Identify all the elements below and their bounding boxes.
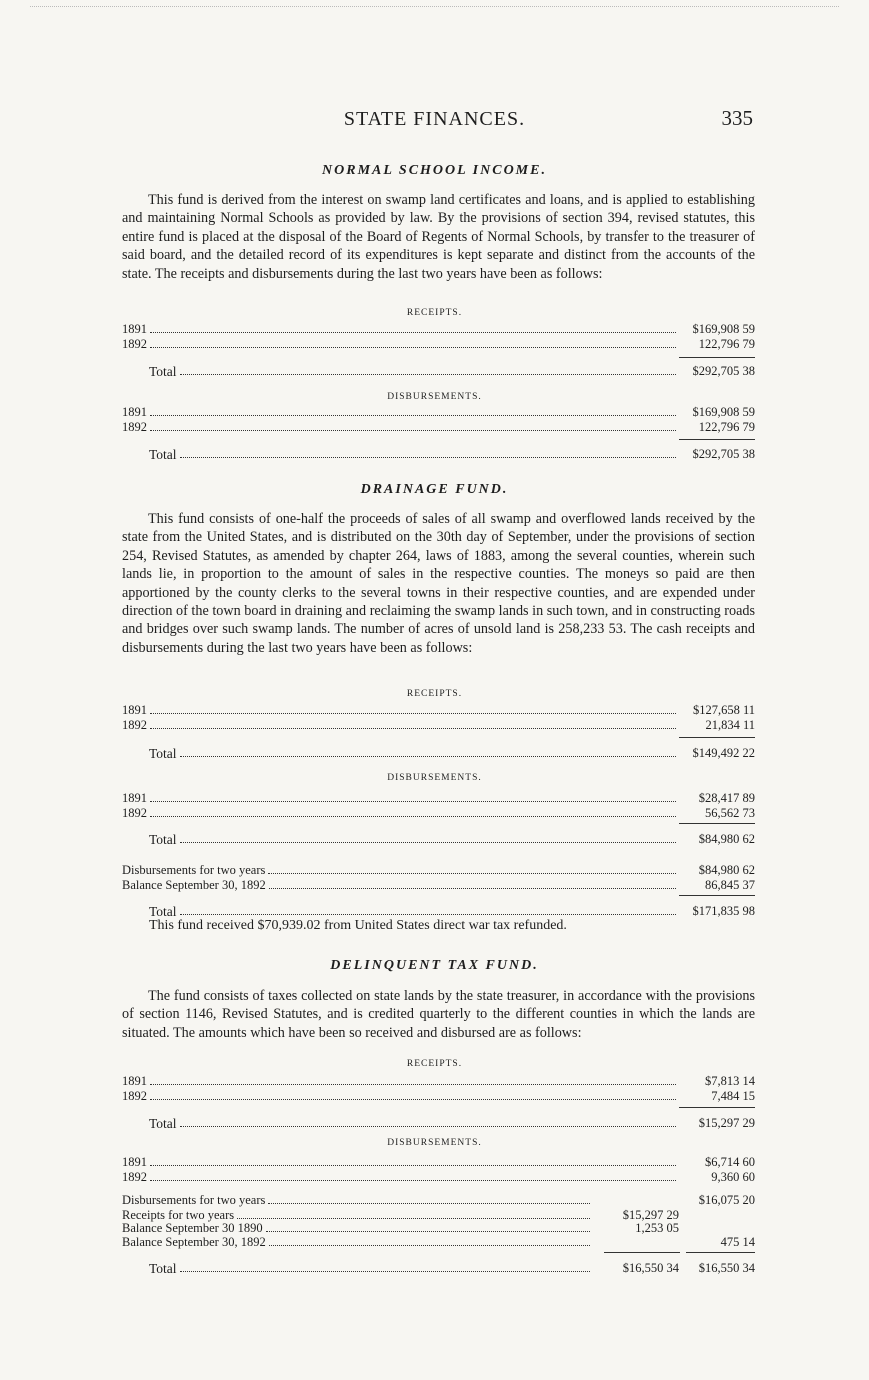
delinquent-disbursement-row: 1891 $6,714 60 [122, 1155, 755, 1169]
drainage-receipts-heading: RECEIPTS. [406, 689, 463, 699]
delinquent-summary-row: Receipts for two years $15,297 29 [122, 1208, 679, 1222]
drainage-fund-title: DRAINAGE FUND. [360, 482, 509, 497]
normal-disbursement-row: 1892 122,796 79 [122, 420, 755, 434]
drainage-receipts-total: Total $149,492 22 [149, 746, 755, 761]
normal-school-title: NORMAL SCHOOL INCOME. [322, 163, 547, 178]
running-header: STATE FINANCES. [343, 108, 526, 130]
delinquent-summary-row: Balance September 30, 1892 475 14 [122, 1235, 755, 1249]
sum-rule [679, 895, 755, 896]
delinquent-summary-row: Disbursements for two years $16,075 20 [122, 1193, 755, 1207]
normal-receipts-total: Total $292,705 38 [149, 364, 755, 379]
delinquent-receipt-row: 1892 7,484 15 [122, 1089, 755, 1103]
drainage-summary-total: Total $171,835 98 [149, 904, 755, 919]
normal-school-paragraph: This fund is derived from the interest on swamp land certificates and loans, and is applied to establishing and maintaining Normal Schools as provided by law. By the provisions of section 394, revised statutes, this entire fund is placed at the disposal of the Board of Regents of Normal Schools, by transfer to the treasurer of said board, and the detailed record of its expenditures is kept separate and distinct from the accounts of the state. The receipts and disbursements during the last two years have been as follows: [122, 192, 755, 282]
drainage-fund-paragraph: This fund consists of one-half the proceeds of sales of all swamp and overflowed lands received by the state from the United States, and is distributed on the 30th day of September, under the provisions of section 254, Revised Statutes, as amended by chapter 264, laws of 1883, among the several counties, wherein such lands lie, in proportion to the amount of sales in the respective counties. The moneys so paid are then apportioned by the county clerks to the several towns in their respective counties, and are expended under direction of the town board in draining and reclaiming the swamp lands in such town, and in constructing roads and bridges over such swamp lands. The number of acres of unsold land is 258,233 53. The cash receipts and disbursements during the last two years have been as follows: [122, 511, 755, 656]
sum-rule [604, 1252, 680, 1253]
top-border [30, 6, 839, 7]
drainage-disbursement-row: 1892 56,562 73 [122, 806, 755, 820]
delinquent-tax-paragraph: The fund consists of taxes collected on state lands by the state treasurer, in accordance with the provisions of section 1146, Revised Statutes, and is credited quarterly to the different counties in which the lands are situated. The amounts which have been so received and disbursed are as follows: [122, 988, 755, 1041]
normal-receipts-heading: RECEIPTS. [406, 308, 463, 318]
sum-rule [679, 357, 755, 358]
delinquent-summary-row: Balance September 30 1890 1,253 05 [122, 1221, 679, 1235]
delinquent-summary-total: Total $16,550 34 $16,550 34 [149, 1261, 755, 1276]
delinquent-disbursement-row: 1892 9,360 60 [122, 1170, 755, 1184]
sum-rule [679, 737, 755, 738]
normal-receipt-row: 1891 $169,908 59 [122, 322, 755, 336]
drainage-disbursements-heading: DISBURSEMENTS. [387, 773, 482, 783]
drainage-note: This fund received $70,939.02 from United States direct war tax refunded. [149, 918, 567, 933]
sum-rule [679, 1107, 755, 1108]
delinquent-receipts-total: Total $15,297 29 [149, 1116, 755, 1131]
delinquent-tax-title: DELINQUENT TAX FUND. [330, 958, 539, 973]
page-number: 335 [721, 106, 753, 130]
sum-rule [686, 1252, 755, 1253]
drainage-summary-row: Disbursements for two years $84,980 62 [122, 863, 755, 877]
delinquent-receipts-heading: RECEIPTS. [406, 1059, 463, 1069]
sum-rule [679, 439, 755, 440]
normal-disbursement-row: 1891 $169,908 59 [122, 405, 755, 419]
normal-disbursements-total: Total $292,705 38 [149, 447, 755, 462]
normal-disbursements-heading: DISBURSEMENTS. [387, 392, 482, 402]
sum-rule [679, 823, 755, 824]
drainage-summary-row: Balance September 30, 1892 86,845 37 [122, 878, 755, 892]
normal-receipt-row: 1892 122,796 79 [122, 337, 755, 351]
drainage-disbursement-row: 1891 $28,417 89 [122, 791, 755, 805]
drainage-receipt-row: 1892 21,834 11 [122, 718, 755, 732]
drainage-disbursements-total: Total $84,980 62 [149, 832, 755, 847]
drainage-receipt-row: 1891 $127,658 11 [122, 703, 755, 717]
delinquent-disbursements-heading: DISBURSEMENTS. [387, 1138, 482, 1148]
delinquent-receipt-row: 1891 $7,813 14 [122, 1074, 755, 1088]
